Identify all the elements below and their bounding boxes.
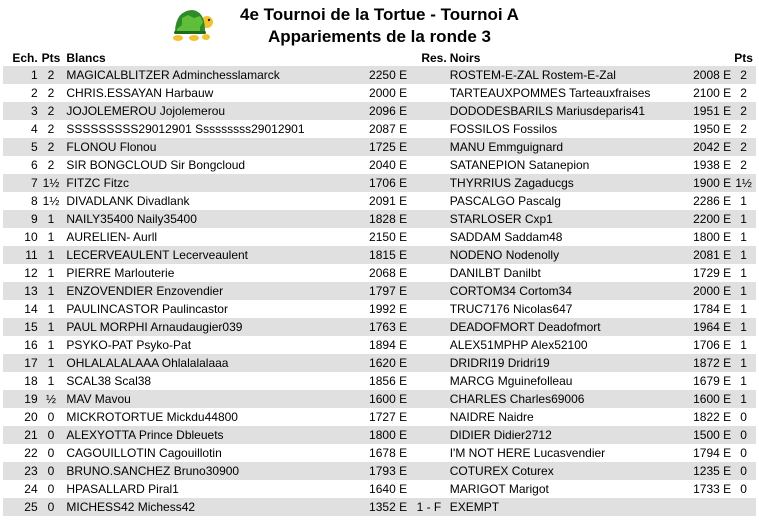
black-elo: 1950 E <box>693 122 732 136</box>
table-row <box>3 390 756 408</box>
black-player: COTUREX Coturex <box>447 462 692 480</box>
black-points: 0 <box>731 408 756 426</box>
table-row <box>3 84 756 102</box>
white-player: ENZOVENDIER Enzovendier <box>64 282 369 300</box>
board-number: 23 <box>3 462 38 480</box>
table-row <box>3 444 756 462</box>
black-player: CORTOM34 Cortom34 <box>447 282 692 300</box>
white-player: PSYKO-PAT Psyko-Pat <box>64 336 369 354</box>
page-header <box>0 0 759 50</box>
result <box>411 156 447 174</box>
white-player: AURELIEN- Aurll <box>64 228 369 246</box>
board-number: 18 <box>3 372 38 390</box>
black-player: DRIDRI19 Dridri19 <box>447 354 692 372</box>
white-player: FLONOU Flonou <box>64 138 369 156</box>
white-player: MAGICALBLITZER Adminchesslamarck <box>64 66 369 84</box>
white-points: 0 <box>38 462 65 480</box>
col-header-ech: Ech. <box>12 51 38 65</box>
black-elo: 2200 E <box>693 212 732 226</box>
black-player: SATANEPION Satanepion <box>447 156 692 174</box>
black-elo: 2286 E <box>693 194 732 208</box>
white-elo: 1992 E <box>369 300 411 318</box>
result <box>411 372 447 390</box>
result <box>411 246 447 264</box>
black-elo <box>691 498 731 516</box>
black-player: THYRRIUS Zagaducgs <box>447 174 692 192</box>
table-row <box>3 228 756 246</box>
black-elo: 2081 E <box>693 248 732 262</box>
table-row <box>3 480 756 498</box>
black-points: 2 <box>731 66 756 84</box>
black-elo: 1872 E <box>693 356 732 370</box>
board-number: 24 <box>3 480 38 498</box>
black-player: DIDIER Didier2712 <box>447 426 692 444</box>
result <box>411 120 447 138</box>
result <box>411 84 447 102</box>
black-elo: 1964 E <box>693 320 732 334</box>
black-points: 1 <box>731 390 756 408</box>
black-elo: 2000 E <box>693 284 732 298</box>
black-elo: 2008 E <box>693 68 732 82</box>
black-elo: 1784 E <box>693 302 732 316</box>
white-points: 1 <box>38 318 65 336</box>
result: 1 - F <box>411 498 447 516</box>
white-points: 1 <box>38 264 65 282</box>
result <box>411 66 447 84</box>
white-elo: 2150 E <box>369 228 411 246</box>
white-elo: 1763 E <box>369 318 411 336</box>
pairings-body <box>3 66 756 516</box>
page-title: 4e Tournoi de la Tortue - Tournoi A <box>240 5 519 24</box>
white-points: 1 <box>38 336 65 354</box>
black-player: I'M NOT HERE Lucasvendier <box>447 444 692 462</box>
white-player: SCAL38 Scal38 <box>64 372 369 390</box>
white-elo: 1640 E <box>369 480 411 498</box>
white-elo: 2068 E <box>369 264 411 282</box>
black-player: SADDAM Saddam48 <box>447 228 692 246</box>
black-player: FOSSILOS Fossilos <box>447 120 692 138</box>
board-number: 22 <box>3 444 38 462</box>
white-points: 2 <box>38 102 65 120</box>
result <box>411 228 447 246</box>
white-points: 2 <box>38 120 65 138</box>
col-header-res: Res. <box>421 51 447 65</box>
white-points: 2 <box>38 138 65 156</box>
result <box>411 480 447 498</box>
black-elo: 1938 E <box>693 158 732 172</box>
white-points: 1 <box>38 282 65 300</box>
white-elo: 1352 E <box>369 498 411 516</box>
black-elo: 1800 E <box>693 230 732 244</box>
black-points: 0 <box>731 480 756 498</box>
board-number: 4 <box>3 120 38 138</box>
black-elo: 1706 E <box>693 338 732 352</box>
result <box>411 426 447 444</box>
white-elo: 1800 E <box>369 426 411 444</box>
board-number: 2 <box>3 84 38 102</box>
table-row <box>3 300 756 318</box>
black-player: MARIGOT Marigot <box>447 480 692 498</box>
table-row <box>3 174 756 192</box>
table-row <box>3 462 756 480</box>
white-points: 1½ <box>38 192 65 210</box>
white-points: 2 <box>38 84 65 102</box>
white-player: MAV Mavou <box>64 390 369 408</box>
white-points: 0 <box>38 426 65 444</box>
board-number: 20 <box>3 408 38 426</box>
black-player: TRUC7176 Nicolas647 <box>447 300 692 318</box>
table-row <box>3 282 756 300</box>
white-points: 1 <box>38 228 65 246</box>
black-points: 1 <box>731 282 756 300</box>
white-player: LECERVEAULENT Lecerveaulent <box>64 246 369 264</box>
black-points: 1 <box>731 246 756 264</box>
result <box>411 300 447 318</box>
board-number: 13 <box>3 282 38 300</box>
white-elo: 1797 E <box>369 282 411 300</box>
white-elo: 1856 E <box>369 372 411 390</box>
black-elo: 1729 E <box>693 266 732 280</box>
black-player: STARLOSER Cxp1 <box>447 210 692 228</box>
board-number: 1 <box>3 66 38 84</box>
white-player: CHRIS.ESSAYAN Harbauw <box>64 84 369 102</box>
pairings-table <box>3 50 756 516</box>
page-subtitle: Appariements de la ronde 3 <box>268 27 491 46</box>
result <box>411 462 447 480</box>
white-player: MICHESS42 Michess42 <box>64 498 369 516</box>
black-player: DODODESBARILS Mariusdeparis41 <box>447 102 692 120</box>
result <box>411 390 447 408</box>
white-points: ½ <box>38 390 65 408</box>
white-player: SIR BONGCLOUD Sir Bongcloud <box>64 156 369 174</box>
black-points: 1 <box>731 210 756 228</box>
white-elo: 2091 E <box>369 192 411 210</box>
table-row <box>3 354 756 372</box>
white-player: PIERRE Marlouterie <box>64 264 369 282</box>
white-points: 0 <box>38 408 65 426</box>
table-row <box>3 426 756 444</box>
table-row <box>3 156 756 174</box>
black-elo: 1822 E <box>693 410 732 424</box>
table-row <box>3 246 756 264</box>
black-points: 0 <box>731 444 756 462</box>
board-number: 3 <box>3 102 38 120</box>
white-elo: 1828 E <box>369 210 411 228</box>
col-header-blancs: Blancs <box>66 51 106 65</box>
black-player: TARTEAUXPOMMES Tarteauxfraises <box>447 84 692 102</box>
board-number: 6 <box>3 156 38 174</box>
black-points <box>731 498 756 516</box>
table-header-row <box>3 50 756 66</box>
black-points: 2 <box>731 156 756 174</box>
table-row <box>3 210 756 228</box>
white-player: JOJOLEMEROU Jojolemerou <box>64 102 369 120</box>
black-points: 1 <box>731 192 756 210</box>
table-row <box>3 66 756 84</box>
result <box>411 408 447 426</box>
black-elo: 2042 E <box>693 140 732 154</box>
white-player: ALEXYOTTA Prince Dbleuets <box>64 426 369 444</box>
black-points: 0 <box>731 426 756 444</box>
white-elo: 1725 E <box>369 138 411 156</box>
white-player: HPASALLARD Piral1 <box>64 480 369 498</box>
black-player: PASCALGO Pascalg <box>447 192 692 210</box>
white-elo: 1706 E <box>369 174 411 192</box>
black-points: 1 <box>731 318 756 336</box>
white-elo: 2096 E <box>369 102 411 120</box>
black-points: 1 <box>731 336 756 354</box>
col-header-npts: Pts <box>734 51 753 65</box>
white-player: MICKROTORTUE Mickdu44800 <box>64 408 369 426</box>
col-header-noirs: Noirs <box>449 51 481 65</box>
white-elo: 1815 E <box>369 246 411 264</box>
board-number: 11 <box>3 246 38 264</box>
black-elo: 1235 E <box>693 464 732 478</box>
board-number: 16 <box>3 336 38 354</box>
board-number: 19 <box>3 390 38 408</box>
black-points: 1 <box>731 300 756 318</box>
white-elo: 1620 E <box>369 354 411 372</box>
black-player: EXEMPT <box>447 498 692 516</box>
black-elo: 1794 E <box>693 446 732 460</box>
white-elo: 1894 E <box>369 336 411 354</box>
white-player: NAILY35400 Naily35400 <box>64 210 369 228</box>
board-number: 14 <box>3 300 38 318</box>
black-points: 1 <box>731 372 756 390</box>
board-number: 9 <box>3 210 38 228</box>
black-elo: 1733 E <box>693 482 732 496</box>
table-row <box>3 498 756 516</box>
white-player: PAULINCASTOR Paulincastor <box>64 300 369 318</box>
white-points: 1 <box>38 354 65 372</box>
result <box>411 138 447 156</box>
black-points: 1 <box>731 264 756 282</box>
black-elo: 1900 E <box>693 176 732 190</box>
col-header-empty <box>691 50 731 66</box>
black-player: ALEX51MPHP Alex52100 <box>447 336 692 354</box>
table-row <box>3 318 756 336</box>
black-player: DEADOFMORT Deadofmort <box>447 318 692 336</box>
white-elo: 1793 E <box>369 462 411 480</box>
black-elo: 1500 E <box>693 428 732 442</box>
white-player: OHLALALALAAA Ohlalalalaaa <box>64 354 369 372</box>
board-number: 5 <box>3 138 38 156</box>
white-player: PAUL MORPHI Arnaudaugier039 <box>64 318 369 336</box>
board-number: 7 <box>3 174 38 192</box>
white-points: 1 <box>38 210 65 228</box>
white-points: 2 <box>38 66 65 84</box>
white-elo: 1727 E <box>369 408 411 426</box>
white-points: 0 <box>38 498 65 516</box>
result <box>411 336 447 354</box>
table-row <box>3 264 756 282</box>
white-player: FITZC Fitzc <box>64 174 369 192</box>
black-points: 2 <box>731 102 756 120</box>
white-elo: 2087 E <box>369 120 411 138</box>
table-row <box>3 138 756 156</box>
table-row <box>3 372 756 390</box>
white-elo: 2040 E <box>369 156 411 174</box>
table-row <box>3 120 756 138</box>
black-player: ROSTEM-E-ZAL Rostem-E-Zal <box>447 66 692 84</box>
table-row <box>3 192 756 210</box>
table-row <box>3 336 756 354</box>
result <box>411 282 447 300</box>
black-elo: 1951 E <box>693 104 732 118</box>
black-player: MANU Emmguignard <box>447 138 692 156</box>
black-elo: 1600 E <box>693 392 732 406</box>
board-number: 17 <box>3 354 38 372</box>
white-elo: 2250 E <box>369 66 411 84</box>
white-points: 1 <box>38 246 65 264</box>
white-points: 0 <box>38 480 65 498</box>
black-points: 1 <box>731 354 756 372</box>
black-points: 0 <box>731 462 756 480</box>
black-player: MARCG Mguinefolleau <box>447 372 692 390</box>
board-number: 25 <box>3 498 38 516</box>
result <box>411 210 447 228</box>
black-player: NAIDRE Naidre <box>447 408 692 426</box>
result <box>411 354 447 372</box>
board-number: 10 <box>3 228 38 246</box>
black-player: NODENO Nodenolly <box>447 246 692 264</box>
white-elo: 1600 E <box>369 390 411 408</box>
black-elo: 1679 E <box>693 374 732 388</box>
result <box>411 444 447 462</box>
white-points: 1 <box>38 300 65 318</box>
table-row <box>3 408 756 426</box>
white-points: 1 <box>38 372 65 390</box>
white-points: 0 <box>38 444 65 462</box>
black-player: DANILBT Danilbt <box>447 264 692 282</box>
black-points: 2 <box>731 120 756 138</box>
white-points: 1½ <box>38 174 65 192</box>
board-number: 15 <box>3 318 38 336</box>
board-number: 12 <box>3 264 38 282</box>
black-points: 1½ <box>731 174 756 192</box>
white-elo: 1678 E <box>369 444 411 462</box>
col-header-pts: Pts <box>41 51 61 65</box>
result <box>411 174 447 192</box>
result <box>411 264 447 282</box>
white-points: 2 <box>38 156 65 174</box>
board-number: 21 <box>3 426 38 444</box>
black-points: 1 <box>731 228 756 246</box>
result <box>411 192 447 210</box>
board-number: 8 <box>3 192 38 210</box>
white-player: DIVADLANK Divadlank <box>64 192 369 210</box>
black-player: CHARLES Charles69006 <box>447 390 692 408</box>
white-player: SSSSSSSSS29012901 Sssssssss29012901 <box>64 120 369 138</box>
white-player: BRUNO.SANCHEZ Bruno30900 <box>64 462 369 480</box>
result <box>411 102 447 120</box>
white-player: CAGOUILLOTIN Cagouillotin <box>64 444 369 462</box>
black-points: 2 <box>731 84 756 102</box>
result <box>411 318 447 336</box>
table-row <box>3 102 756 120</box>
white-elo: 2000 E <box>369 84 411 102</box>
black-points: 2 <box>731 138 756 156</box>
black-elo: 2100 E <box>693 86 732 100</box>
